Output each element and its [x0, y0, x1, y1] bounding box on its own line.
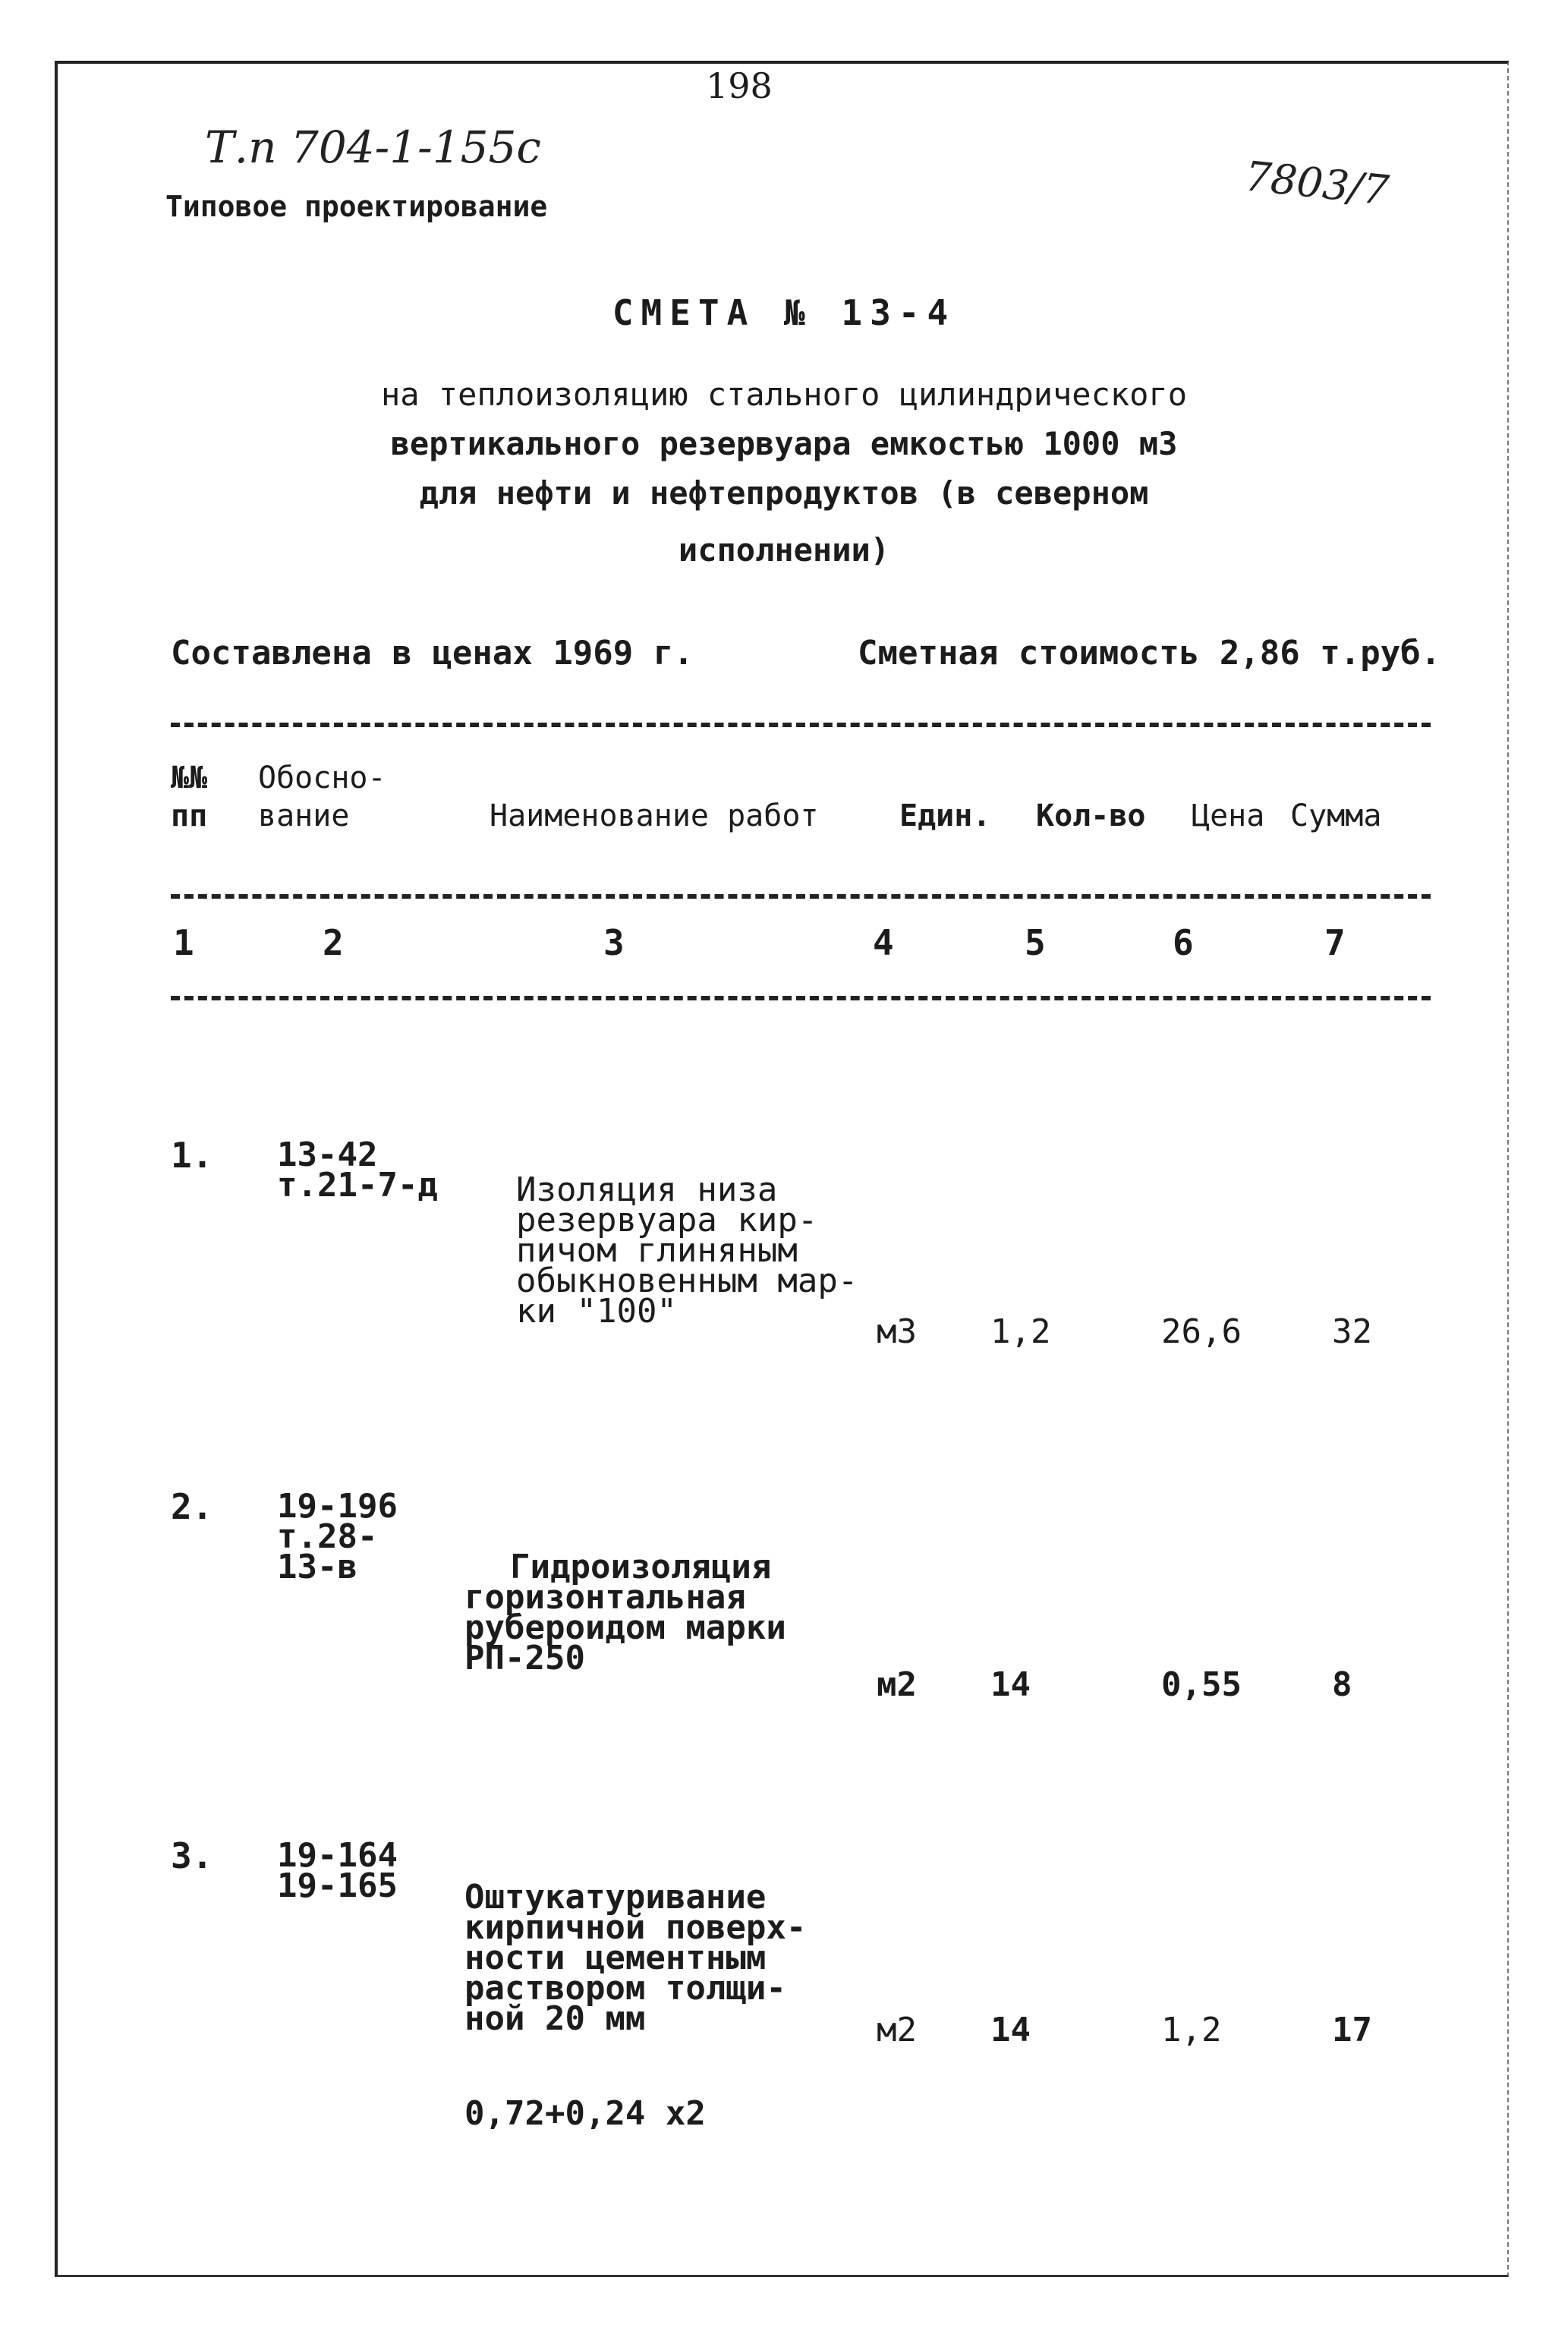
- col-header-qty: Кол-во: [1036, 799, 1146, 833]
- inventory-number-handwritten: 7803/7: [1242, 152, 1391, 215]
- col-header-price: Цена: [1192, 799, 1265, 833]
- row-number: 2.: [171, 1486, 213, 1527]
- row-number: 1.: [171, 1135, 213, 1176]
- row-qty: 1,2: [990, 1312, 1051, 1351]
- col-header-sum: Сумма: [1290, 799, 1382, 833]
- row-basis: 19-196 т.28- 13-в: [277, 1487, 398, 1586]
- table-rule-mid: [171, 894, 1431, 899]
- row-price: 1,2: [1161, 2011, 1222, 2049]
- series-label: Типовое проектирование: [165, 190, 548, 223]
- page-number: 198: [706, 65, 773, 106]
- doc-code-handwritten: Т.п 704-1-155с: [205, 121, 541, 173]
- subtitle-line: на теплоизоляцию стального цилиндрического: [380, 376, 1188, 413]
- col-number: 2: [323, 922, 344, 963]
- subtitle-line: исполнении): [678, 531, 890, 569]
- subtitle-line: для нефти и нефтепродуктов (в северном: [419, 474, 1149, 512]
- work-line: пичом глиняным: [516, 1231, 798, 1270]
- row-unit: м2: [877, 2011, 917, 2049]
- prices-note: Составлена в ценах 1969 г.: [171, 634, 694, 673]
- subtitle-line: вертикального резервуара емкостью 1000 м3: [390, 425, 1178, 462]
- work-line: ки "100": [516, 1292, 677, 1331]
- work-line: Изоляция низа: [516, 1170, 778, 1209]
- row-work-name: [516, 1170, 858, 1331]
- row-qty: 14: [990, 2011, 1031, 2049]
- estimate-title: СМЕТА № 13-4: [612, 292, 956, 333]
- col-number: 6: [1173, 922, 1194, 963]
- work-line: Оштукатуривание: [464, 1878, 767, 1917]
- table-rule-bottom: [171, 996, 1431, 1000]
- work-line: резервуара кир-: [516, 1201, 818, 1240]
- row-sum: 8: [1332, 1665, 1352, 1704]
- col-number: 1: [173, 922, 194, 963]
- work-line: горизонтальная: [464, 1578, 746, 1617]
- col-number: 5: [1025, 922, 1046, 963]
- col-header-basis: Обосно- вание: [258, 761, 386, 833]
- row-price: 26,6: [1161, 1312, 1242, 1351]
- row-work-name: [464, 1548, 786, 1677]
- col-number: 4: [873, 922, 894, 963]
- row-work-name: [464, 1878, 807, 2038]
- work-line: кирпичной поверх-: [464, 1908, 807, 1947]
- row-unit: м2: [877, 1665, 917, 1704]
- col-number: 3: [603, 922, 625, 963]
- row-calc-note: 0,72+0,24 х2: [464, 2094, 706, 2133]
- row-basis: 19-164 19-165: [277, 1836, 398, 1905]
- row-sum: 32: [1332, 1312, 1372, 1351]
- table-rule-top: [171, 723, 1431, 727]
- work-line: Гидроизоляция: [510, 1548, 772, 1586]
- row-unit: м3: [877, 1312, 917, 1351]
- estimated-cost: Сметная стоимость 2,86 т.руб.: [858, 634, 1441, 673]
- row-number: 3.: [171, 1835, 213, 1876]
- work-line: РП-250: [464, 1639, 585, 1677]
- row-price: 0,55: [1161, 1665, 1242, 1704]
- row-sum: 17: [1332, 2011, 1372, 2049]
- work-line: рубероидом марки: [464, 1608, 786, 1647]
- work-line: ной 20 мм: [464, 1999, 646, 2038]
- row-qty: 14: [990, 1665, 1031, 1704]
- work-line: обыкновенным мар-: [516, 1262, 858, 1300]
- col-number: 7: [1324, 922, 1346, 963]
- col-header-work: Наименование работ: [490, 799, 819, 833]
- work-line: ности цементным: [464, 1939, 767, 1977]
- row-basis: 13-42 т.21-7-д: [277, 1136, 438, 1205]
- work-line: раствором толщи-: [464, 1969, 786, 2008]
- col-header-unit: Един.: [899, 799, 991, 833]
- col-header-no: №№ пп: [171, 761, 208, 833]
